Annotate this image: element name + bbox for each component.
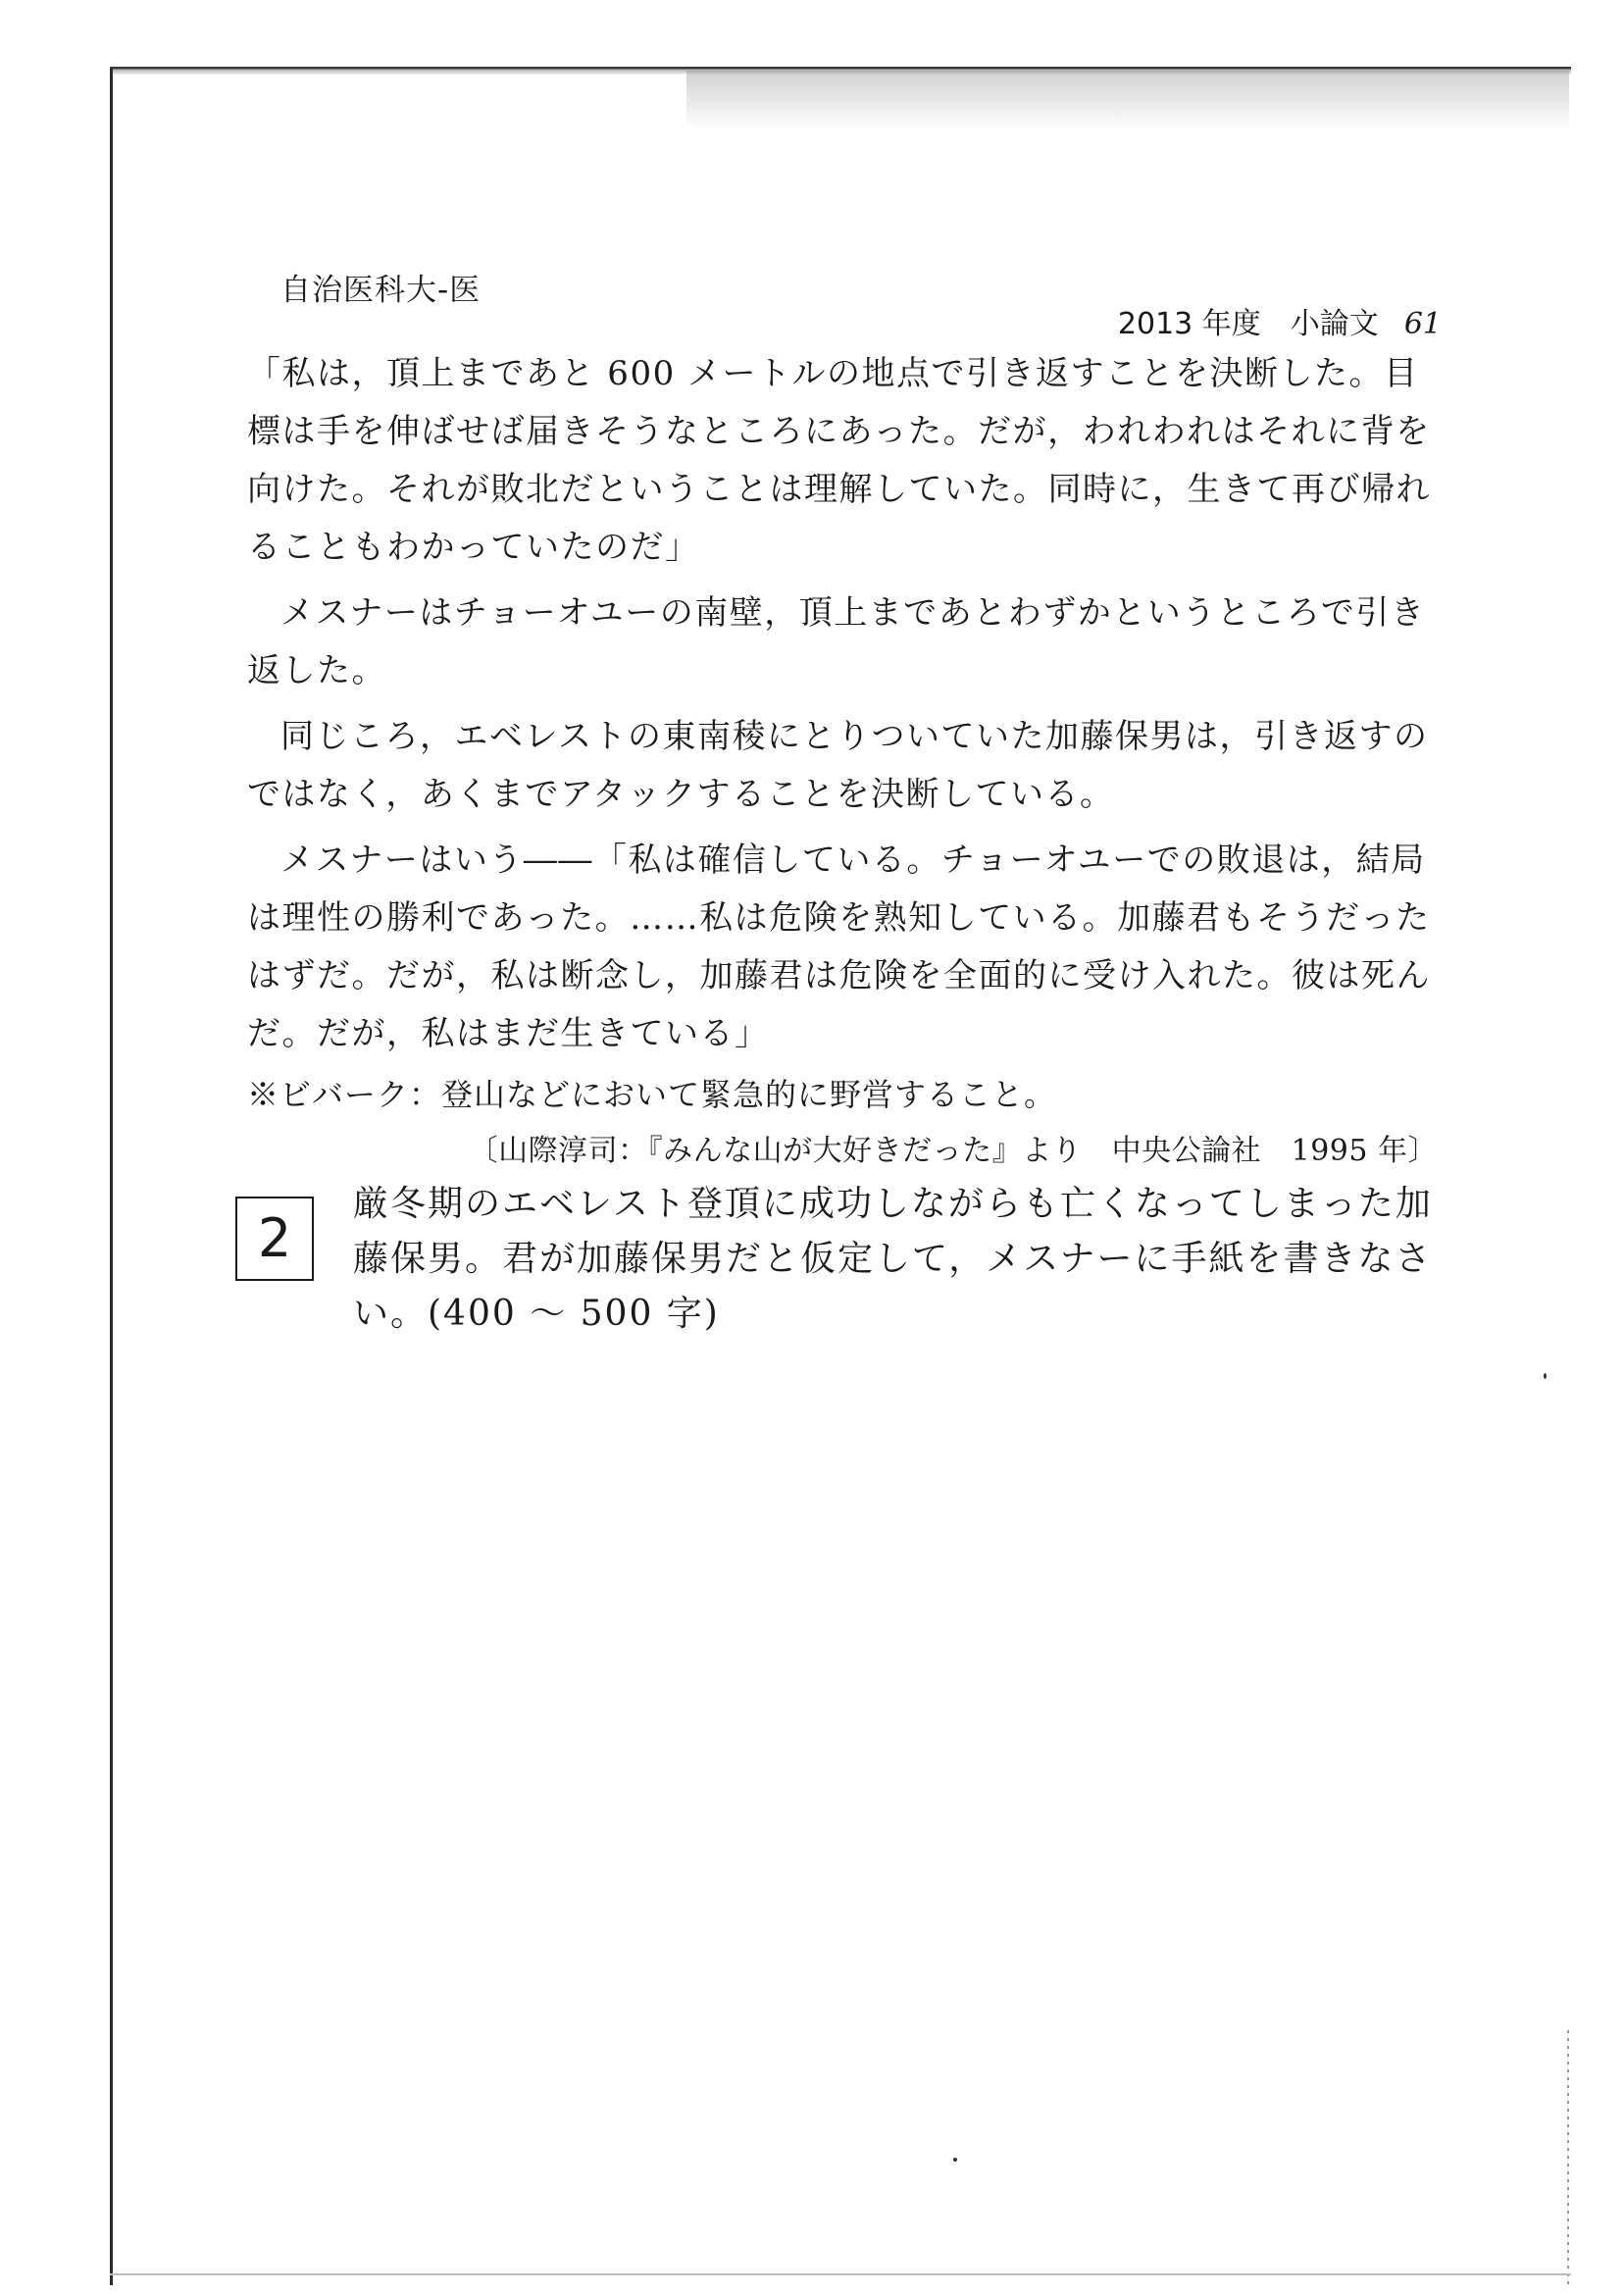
passage (247, 345, 1444, 1177)
question-text: 厳冬期のエベレスト登頂に成功しながらも亡くなってしまった加藤保男。君が加藤保男だと仮定して，メスナーに手紙を書きなさい。(400 ～ 500 字) (353, 1184, 1433, 1334)
passage-paragraph: 同じころ，エベレストの東南稜にとりついていた加藤保男は，引き返すのではなく，あくまでアタックすることを決断している。 (247, 717, 1429, 814)
passage-paragraph: 「私は，頂上まであと 600 メートルの地点で引き返すことを決断した。目標は手を伸ばせば届きそうなところにあった。だが，われわれはそれに背を向けた。それが敗北だということは理解していた。同時に，生きて再び帰れることもわかっていたのだ」 (247, 354, 1431, 567)
scan-edge-top (110, 67, 1571, 75)
passage-paragraph: メスナーはチョーオユーの南壁，頂上まであとわずかというところで引き返した。 (247, 593, 1426, 690)
page-header (1118, 299, 1442, 342)
scan-speck (953, 2158, 957, 2162)
scan-edge-bottom (110, 2273, 1571, 2275)
page-number: 61 (1403, 307, 1442, 341)
question-number-box: 2 (235, 1197, 314, 1281)
scan-shadow (686, 71, 1569, 129)
year-subject: 2013 年度 小論文 (1117, 307, 1379, 341)
scan-edge-right (1567, 2030, 1569, 2285)
source-label: 自治医科大-医 (280, 273, 482, 308)
passage-paragraph: メスナーはいう――「私は確信している。チョーオユーでの敗退は，結局は理性の勝利であった。……私は危険を熟知している。加藤君もそうだったはずだ。だが，私は断念し，加藤君は危険を全面的に受け入れた。彼は死んだ。だが，私はまだ生きている」 (247, 841, 1431, 1053)
scan-speck (1544, 1373, 1547, 1379)
citation: 〔山際淳司：『みんな山が大好きだった』より 中央公論社 1995 年〕 (468, 1134, 1438, 1168)
scan-edge-left (110, 69, 113, 2285)
footnote: ※ビバーク：登山などにおいて緊急的に野営すること。 (247, 1076, 1057, 1113)
